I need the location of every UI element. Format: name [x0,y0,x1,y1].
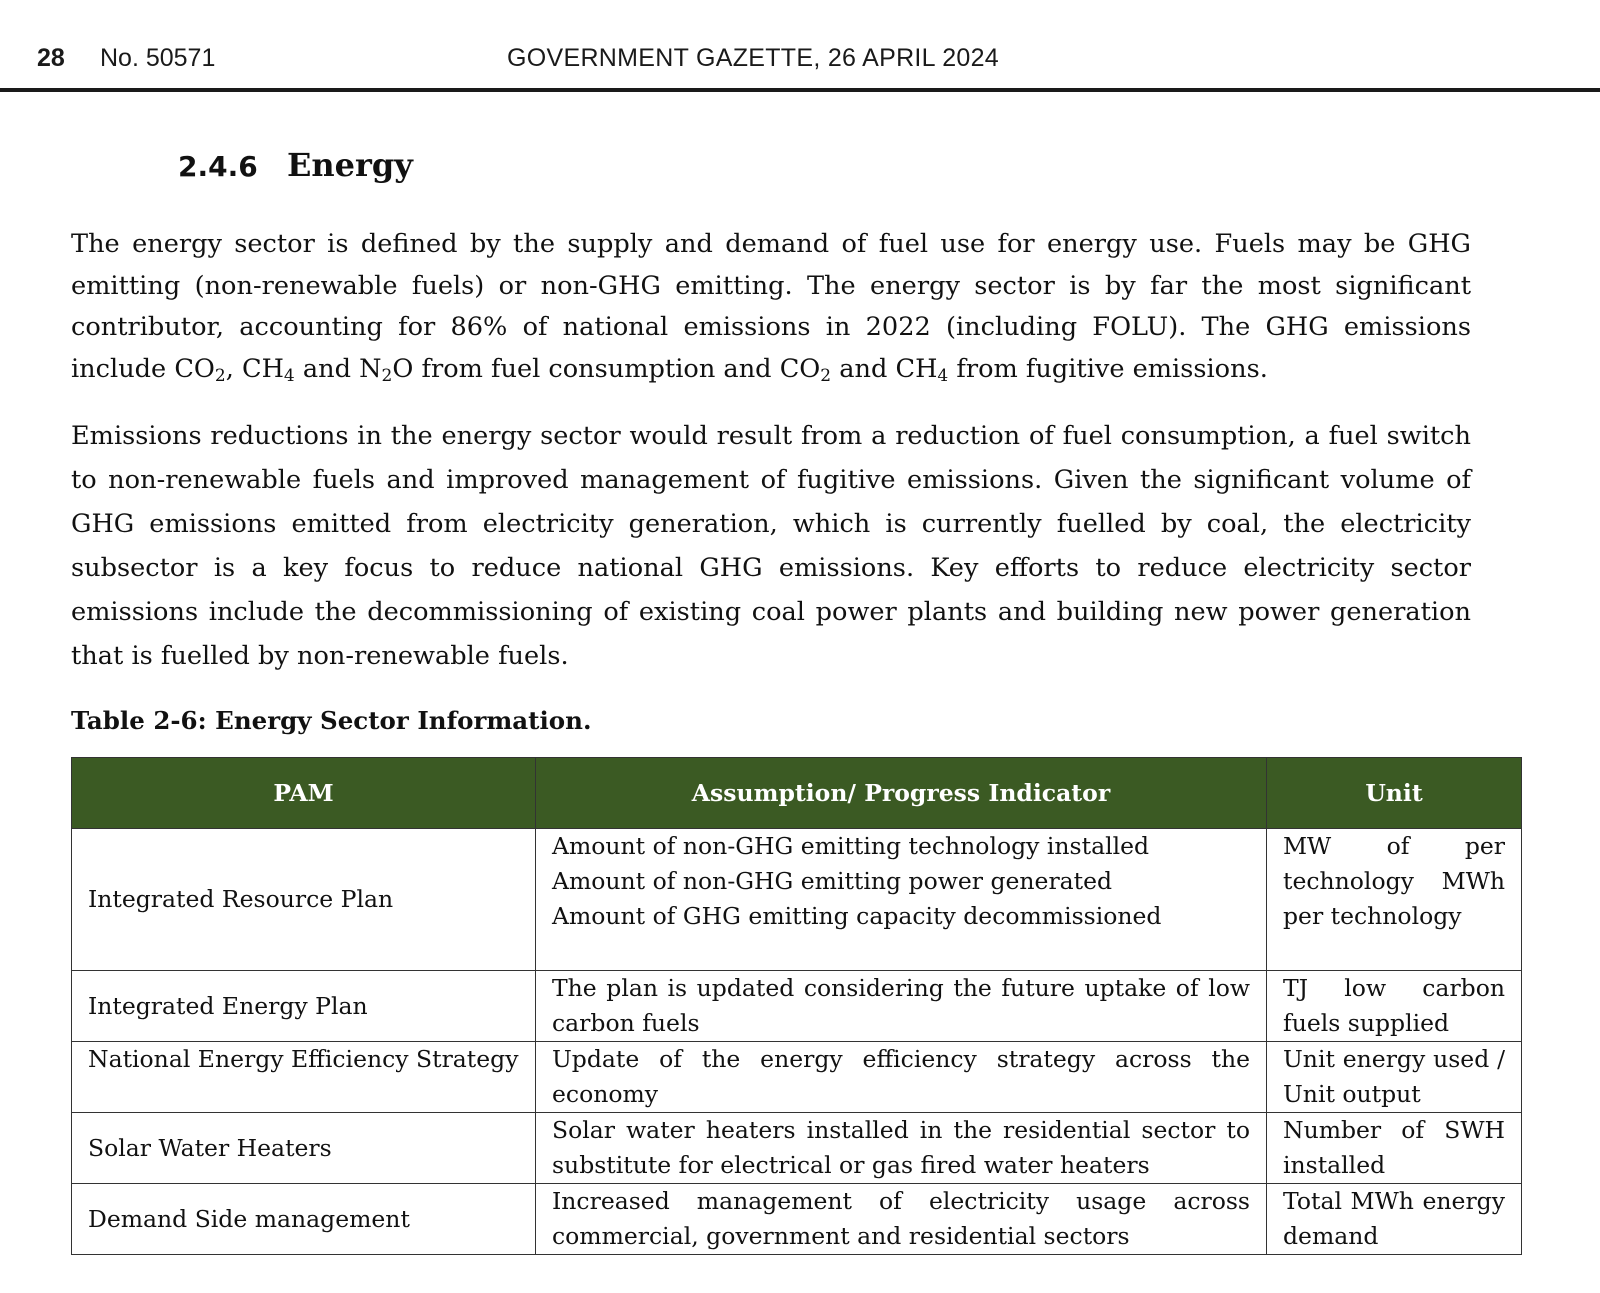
cell-pam: National Energy Efficiency Strategy [72,1042,536,1113]
subscript: 4 [283,365,295,386]
text-run: The energy sector is defined by the supply and demand of fuel use for energy use. Fuels may be GHG emitting (non-renewable fuels) or non-GHG emitting. The energy sector is by far the most significant contributor, accounting for 86% of national emissions in 2022 (including FOLU). The GHG emissions include CO [71,229,1471,384]
gazette-header [0,0,1600,92]
cell-unit: Total MWh energy demand [1267,1184,1522,1255]
subscript: 4 [937,365,949,386]
energy-sector-table [71,757,1522,1255]
cell-indicator: Update of the energy efficiency strategy across the economy [536,1042,1267,1113]
paragraph-emissions-reductions: Emissions reductions in the energy sector would result from a reduction of fuel consumption, a fuel switch to non-renewable fuels and improved management of fugitive emissions. Given the significant volume of GHG emissions emitted from electricity generation, which is currently fuelled by coal, the electricity subsector is a key focus to reduce national GHG emissions. Key efforts to reduce electricity sector emissions include the decommissioning of existing coal power plants and building new power generation that is fuelled by non-renewable fuels. [71,421,1471,671]
cell-unit: Unit energy used / Unit output [1267,1042,1522,1113]
table-row [72,1042,1522,1113]
cell-indicator [536,829,1267,971]
column-header-unit: Unit [1267,758,1522,829]
cell-pam: Solar Water Heaters [72,1113,536,1184]
indicator-line: Amount of non-GHG emitting technology installed [552,832,1150,860]
section-title: Energy [287,146,413,184]
column-header-indicator [536,758,1267,829]
cell-indicator: The plan is updated considering the future uptake of low carbon fuels [536,971,1267,1042]
cell-unit: TJ low carbon fuels supplied [1267,971,1522,1042]
text-run: O from fuel consumption and CO [392,353,821,384]
issue-number: No. 50571 [100,44,216,72]
cell-pam: Integrated Energy Plan [72,971,536,1042]
cell-pam: Demand Side management [72,1184,536,1255]
subscript: 2 [820,365,832,386]
cell-unit [1267,829,1522,971]
cell-indicator: Increased management of electricity usage across commercial, government and residential sectors [536,1184,1267,1255]
indicator-line: Amount of GHG emitting capacity decommissioned [552,902,1162,930]
table-caption: Table 2-6: Energy Sector Information. [71,706,592,735]
cell-indicator: Solar water heaters installed in the residential sector to substitute for electrical or gas fired water heaters [536,1113,1267,1184]
table-row [72,971,1522,1042]
subscript: 2 [214,365,226,386]
column-header-indicator-line: Progress Indicator [864,779,1111,807]
table-header-row [72,758,1522,829]
cell-pam: Integrated Resource Plan [72,829,536,971]
gazette-title: GOVERNMENT GAZETTE, 26 APRIL 2024 [507,44,1000,72]
text-run: and N [294,353,382,384]
text-run: and CH [831,353,938,384]
subscript: 2 [381,365,393,386]
page-number: 28 [37,44,65,72]
text-run: , CH [225,353,284,384]
section-number: 2.4.6 [178,150,258,183]
column-header-pam: PAM [72,758,536,829]
table-row [72,1113,1522,1184]
table-row [72,829,1522,971]
table-row [72,1184,1522,1255]
column-header-indicator-line: Assumption/ [691,779,856,807]
section-heading [178,146,413,184]
cell-unit: Number of SWH installed [1267,1113,1522,1184]
text-run: from fugitive emissions. [948,353,1268,384]
unit-line: MW of per technology [1283,832,1505,895]
paragraph-energy-sector-definition [71,224,1471,390]
indicator-line: Amount of non-GHG emitting power generated [552,867,1113,895]
unit-line: MWh per technology [1283,867,1505,930]
